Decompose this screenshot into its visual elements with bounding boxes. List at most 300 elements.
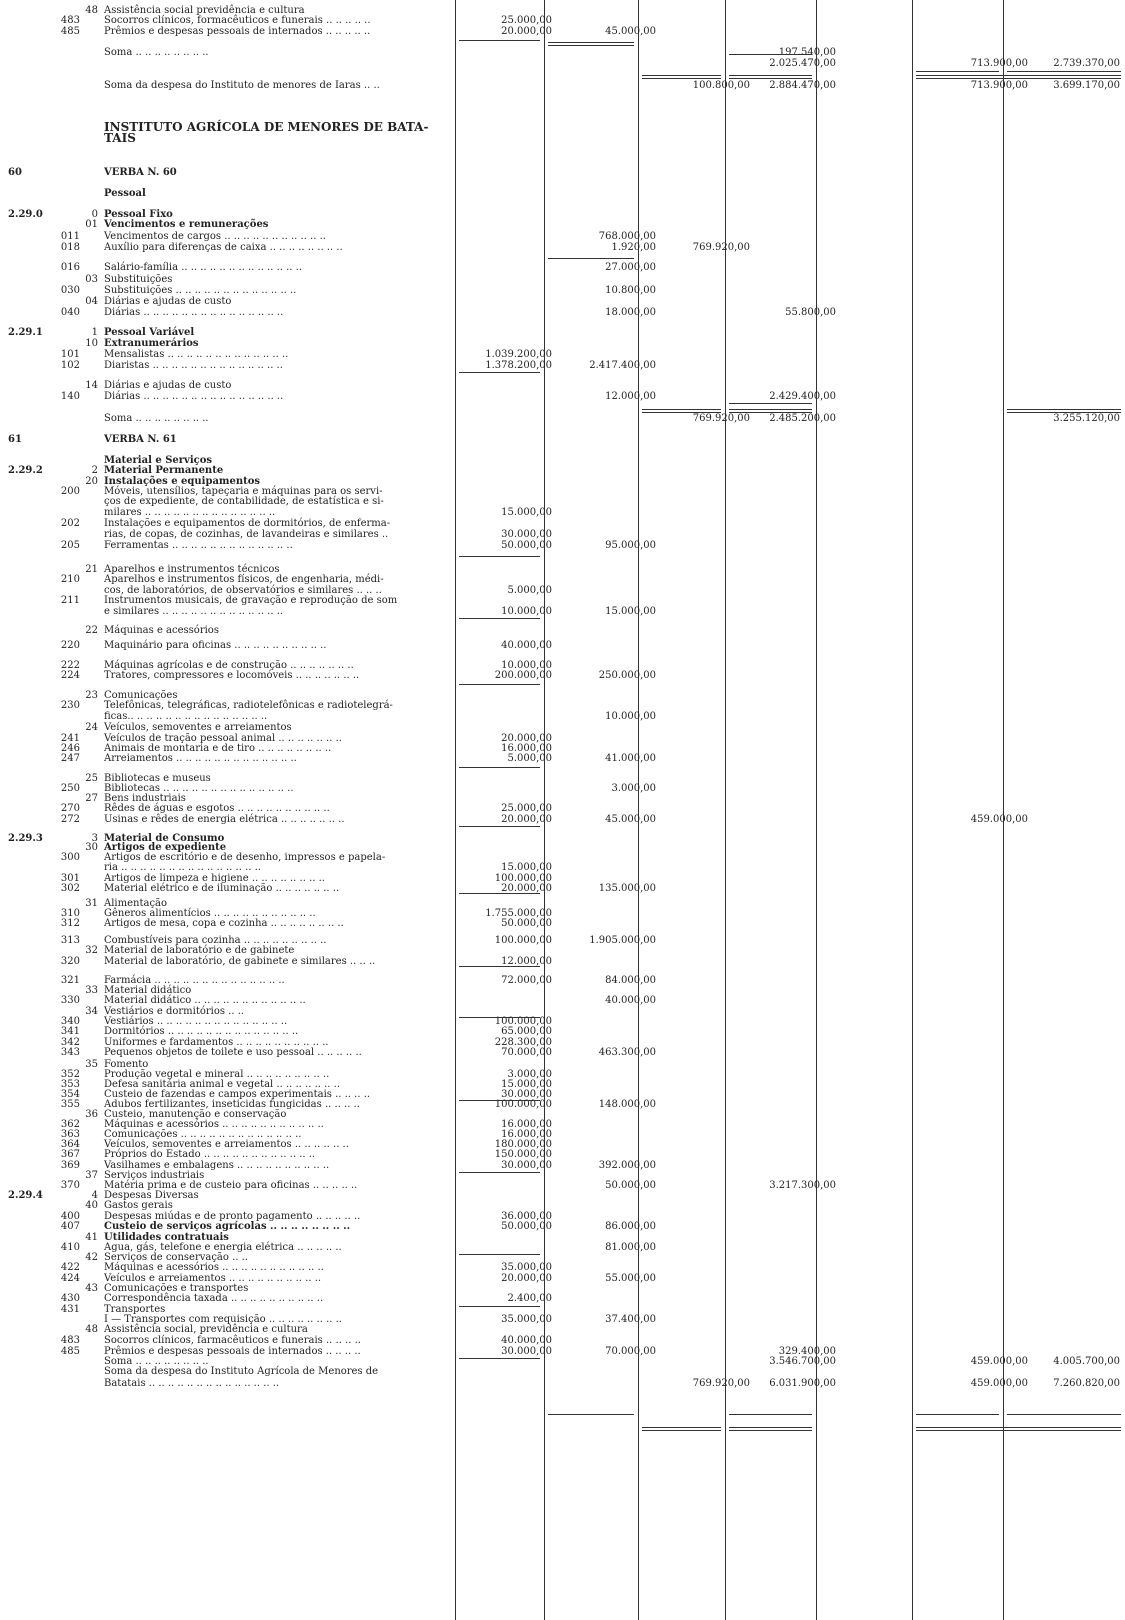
- item-description: Material de laboratório, de gabinete e similares .. .. ..: [104, 956, 376, 967]
- amount-col-2: 41.000,00: [605, 753, 656, 764]
- amount-col-1: 228.300,00: [494, 1037, 552, 1048]
- amount-col-1: 3.000,00: [507, 1069, 552, 1080]
- amount-col-4: 2.025.470,00: [769, 58, 836, 69]
- amount-col-1: 10.000,00: [501, 606, 552, 617]
- item-description: Gêneros alimentícios .. .. .. .. .. .. .. .. .. .. ..: [104, 908, 316, 919]
- sum-rule: [459, 1100, 540, 1101]
- amount-col-1: 1.039.200,00: [485, 349, 552, 360]
- table-row: [0, 80, 1125, 91]
- item-description: Matéria prima e de custeio para oficinas .. .. .. .. ..: [104, 1180, 358, 1191]
- amount-col-1: 10.000,00: [501, 660, 552, 671]
- table-row: [0, 803, 1125, 814]
- amount-col-1: 72.000,00: [501, 975, 552, 986]
- item-description: Pessoal Variável: [104, 327, 195, 338]
- amount-col-1: 100.000,00: [494, 1016, 552, 1027]
- amount-col-1: 20.000,00: [501, 1273, 552, 1284]
- table-row: [0, 518, 1125, 529]
- item-description: Arreiamentos .. .. .. .. .. .. .. .. .. .. .. .. ..: [104, 753, 297, 764]
- table-row: [0, 540, 1125, 551]
- sum-rule: [729, 54, 812, 55]
- item-description: Vasilhames e embalagens .. .. .. .. .. .. .. .. .. ..: [104, 1160, 330, 1171]
- table-row: [0, 219, 1125, 230]
- table-row: [0, 327, 1125, 338]
- table-row: [0, 349, 1125, 360]
- item-description: Pessoal Fixo: [104, 209, 173, 220]
- item-description: Extranumerários: [104, 338, 199, 349]
- amount-col-1: 2.400,00: [507, 1293, 552, 1304]
- item-description: Batatais .. .. .. .. .. .. .. .. .. .. .. .. .. ..: [104, 1378, 280, 1389]
- subgroup-number: 04: [85, 296, 98, 307]
- table-row: [0, 670, 1125, 681]
- item-code: 407: [60, 1221, 80, 1232]
- amount-col-2: 250.000,00: [598, 670, 656, 681]
- item-description: Prêmios e despesas pessoais de internados .. .. .. .. ..: [104, 26, 371, 37]
- row-prefix: 2.29.4: [8, 1190, 43, 1201]
- subgroup-number: 14: [85, 380, 98, 391]
- item-code: 016: [60, 262, 80, 273]
- subgroup-number: 32: [85, 945, 98, 956]
- sum-rule: [459, 556, 540, 557]
- amount-col-1: 12.000,00: [501, 956, 552, 967]
- table-row: [0, 188, 1125, 199]
- amount-col-1: 30.000,00: [501, 1346, 552, 1357]
- amount-col-1: 20.000,00: [501, 733, 552, 744]
- item-description: Mensalistas .. .. .. .. .. .. .. .. .. .. .. .. ..: [104, 349, 289, 360]
- table-row: [0, 58, 1125, 69]
- table-row: [0, 391, 1125, 402]
- item-code: 340: [60, 1016, 80, 1027]
- item-code: 241: [60, 733, 80, 744]
- sum-rule: [916, 75, 1121, 79]
- amount-col-6: 3.699.170,00: [1053, 80, 1120, 91]
- table-row: [0, 595, 1125, 606]
- item-description: Vestiários e dormitórios .. ..: [104, 1006, 245, 1017]
- sum-rule: [459, 372, 540, 373]
- table-row: [0, 640, 1125, 651]
- amount-col-2: 1.920,00: [611, 242, 656, 253]
- amount-col-6: 3.255.120,00: [1053, 413, 1120, 424]
- item-description: Assistência social, previdência e cultura: [104, 1324, 308, 1335]
- item-code: 030: [60, 285, 80, 296]
- amount-col-2: 392.000,00: [598, 1160, 656, 1171]
- amount-col-1: 16.000,00: [501, 1129, 552, 1140]
- amount-col-1: 100.000,00: [494, 1099, 552, 1110]
- item-code: 352: [60, 1069, 80, 1080]
- sum-rule: [642, 409, 721, 413]
- amount-col-2: 45.000,00: [605, 814, 656, 825]
- subgroup-number: 34: [85, 1006, 98, 1017]
- amount-col-1: 40.000,00: [501, 1335, 552, 1346]
- row-prefix: 2.29.1: [8, 327, 43, 338]
- item-code: 364: [60, 1139, 80, 1150]
- item-description: Soma da despesa do Instituto Agrícola de Menores de: [104, 1366, 379, 1377]
- table-row: [0, 814, 1125, 825]
- item-code: 270: [60, 803, 80, 814]
- item-description: Correspondência taxada .. .. .. .. .. .. .. .. .. ..: [104, 1293, 324, 1304]
- item-code: 210: [60, 574, 80, 585]
- item-description: Produção vegetal e mineral .. .. .. .. .. .. .. .. ..: [104, 1069, 330, 1080]
- item-code: 362: [60, 1119, 80, 1130]
- item-description: Artigos de mesa, copa e cozinha .. .. .. .. .. .. .. ..: [104, 918, 344, 929]
- item-code: 400: [60, 1211, 80, 1222]
- amount-col-6: 2.739.370,00: [1053, 58, 1120, 69]
- table-row: [0, 274, 1125, 285]
- item-code: 102: [60, 360, 80, 371]
- table-row: [0, 574, 1125, 585]
- row-prefix: 60: [8, 167, 22, 178]
- item-description: Prêmios e despesas pessoais de internados .. .. .. ..: [104, 1346, 361, 1357]
- amount-col-4: 6.031.900,00: [769, 1378, 836, 1389]
- sum-rule: [1007, 1414, 1121, 1415]
- item-description: VERBA N. 60: [104, 167, 177, 178]
- subgroup-number: 30: [85, 842, 98, 853]
- table-row: [0, 753, 1125, 764]
- item-description: Usinas e rêdes de energia elétrica .. .. .. .. .. .. ..: [104, 814, 345, 825]
- subgroup-number: 2: [91, 465, 98, 476]
- sum-rule: [729, 1414, 812, 1415]
- amount-col-2: 45.000,00: [605, 26, 656, 37]
- table-row: [0, 360, 1125, 371]
- table-row: [0, 1335, 1125, 1346]
- item-code: 321: [60, 975, 80, 986]
- item-description: Material e Serviços: [104, 455, 213, 466]
- amount-col-1: 100.000,00: [494, 935, 552, 946]
- sum-rule: [459, 40, 540, 41]
- table-row: [0, 338, 1125, 349]
- item-description: Dormitórios .. .. .. .. .. .. .. .. .. .. .. .. .. ..: [104, 1026, 299, 1037]
- amount-col-4: 3.546.700,00: [769, 1356, 836, 1367]
- amount-col-5: 713.900,00: [970, 80, 1028, 91]
- item-code: 367: [60, 1149, 80, 1160]
- item-code: 205: [60, 540, 80, 551]
- table-row: [0, 606, 1125, 617]
- amount-col-5: 459.000,00: [970, 1378, 1028, 1389]
- item-code: 202: [60, 518, 80, 529]
- item-description: Salário-família .. .. .. .. .. .. .. .. .. .. .. .. ..: [104, 262, 303, 273]
- amount-col-1: 65.000,00: [501, 1026, 552, 1037]
- sum-rule: [459, 966, 540, 967]
- item-description: Pessoal: [104, 188, 146, 199]
- item-description: Veículos de tração pessoal animal .. .. .. .. .. .. ..: [104, 733, 342, 744]
- item-description: Substituições: [104, 274, 173, 285]
- amount-col-2: 40.000,00: [605, 995, 656, 1006]
- amount-col-1: 5.000,00: [507, 585, 552, 596]
- amount-col-1: 20.000,00: [501, 883, 552, 894]
- amount-col-2: 84.000,00: [605, 975, 656, 986]
- sum-rule: [459, 684, 540, 685]
- item-code: 211: [60, 595, 80, 606]
- item-description: Gastos gerais: [104, 1200, 173, 1211]
- amount-col-5: 713.900,00: [970, 58, 1028, 69]
- item-code: 300: [60, 852, 80, 863]
- table-row: [0, 918, 1125, 929]
- table-row: [0, 434, 1125, 445]
- table-row: [0, 1324, 1125, 1335]
- sum-rule: [459, 1017, 540, 1018]
- amount-col-2: 15.000,00: [605, 606, 656, 617]
- table-row: [0, 883, 1125, 894]
- item-code: 312: [60, 918, 80, 929]
- amount-col-2: 10.800,00: [605, 285, 656, 296]
- item-code: 011: [60, 231, 80, 242]
- subgroup-number: 40: [85, 1200, 98, 1211]
- item-description: Bibliotecas e museus: [104, 773, 211, 784]
- sum-rule: [459, 1172, 540, 1173]
- sum-rule: [1007, 409, 1121, 413]
- item-description: Auxílio para diferenças de caixa .. .. .. .. .. .. .. ..: [104, 242, 343, 253]
- amount-col-1: 25.000,00: [501, 15, 552, 26]
- table-row: [0, 380, 1125, 391]
- item-code: 343: [60, 1047, 80, 1058]
- item-code: 483: [60, 15, 80, 26]
- item-description: Material de Consumo: [104, 833, 225, 844]
- amount-col-2: 55.000,00: [605, 1273, 656, 1284]
- table-row: [0, 1366, 1125, 1377]
- amount-col-2: 2.417.400,00: [589, 360, 656, 371]
- item-description: Maquinário para oficinas .. .. .. .. .. .. .. .. .. ..: [104, 640, 327, 651]
- item-code: 424: [60, 1273, 80, 1284]
- amount-col-1: 200.000,00: [494, 670, 552, 681]
- amount-col-6: 7.260.820,00: [1053, 1378, 1120, 1389]
- item-code: 431: [60, 1304, 80, 1315]
- table-row: [0, 1200, 1125, 1211]
- sum-rule: [548, 42, 634, 46]
- item-description: Soma da despesa do Instituto de menores de Iaras .. ..: [104, 80, 380, 91]
- item-code: 320: [60, 956, 80, 967]
- table-row: [0, 1149, 1125, 1160]
- item-description: Material didático: [104, 985, 192, 996]
- sum-rule: [916, 1427, 1121, 1431]
- amount-col-1: 36.000,00: [501, 1211, 552, 1222]
- item-description: Serviços de conservação .. ..: [104, 1252, 248, 1263]
- item-description: Alimentação: [104, 898, 168, 909]
- table-row: [0, 413, 1125, 424]
- item-code: 363: [60, 1129, 80, 1140]
- table-row: [0, 1047, 1125, 1058]
- amount-col-3: 100.800,00: [692, 80, 750, 91]
- item-code: 483: [60, 1335, 80, 1346]
- table-row: [0, 231, 1125, 242]
- item-description: TAIS: [104, 131, 136, 145]
- amount-col-5: 459.000,00: [970, 1356, 1028, 1367]
- amount-col-2: 18.000,00: [605, 307, 656, 318]
- item-code: 422: [60, 1262, 80, 1273]
- amount-col-2: 70.000,00: [605, 1346, 656, 1357]
- item-description: Animais de montaria e de tiro .. .. .. .. .. .. .. ..: [104, 743, 332, 754]
- amount-col-4: 2.485.200,00: [769, 413, 836, 424]
- item-description: Transportes: [104, 1304, 166, 1315]
- item-description: Soma .. .. .. .. .. .. .. ..: [104, 47, 209, 58]
- subgroup-number: 36: [85, 1109, 98, 1120]
- subgroup-number: 24: [85, 722, 98, 733]
- item-description: Instalações e equipamentos de dormitórios, de enferma-: [104, 518, 391, 529]
- subgroup-number: 3: [91, 833, 98, 844]
- item-description: Farmácia .. .. .. .. .. .. .. .. .. .. .. .. .. ..: [104, 975, 285, 986]
- item-description: Diárias e ajudas de custo: [104, 380, 232, 391]
- subgroup-number: 23: [85, 690, 98, 701]
- item-code: 353: [60, 1079, 80, 1090]
- amount-col-3: 769.920,00: [692, 1378, 750, 1389]
- subgroup-number: 35: [85, 1059, 98, 1070]
- amount-col-1: 16.000,00: [501, 743, 552, 754]
- amount-col-4: 197.540,00: [778, 47, 836, 58]
- item-code: 101: [60, 349, 80, 360]
- amount-col-3: 769.920,00: [692, 242, 750, 253]
- item-code: 224: [60, 670, 80, 681]
- table-row: [0, 529, 1125, 540]
- item-code: 310: [60, 908, 80, 919]
- amount-col-1: 1.755.000,00: [485, 908, 552, 919]
- item-description: Artigos de limpeza e higiene .. .. .. .. .. .. .. ..: [104, 873, 325, 884]
- item-description: Material elétrico e de iluminação .. .. .. .. .. .. ..: [104, 883, 340, 894]
- item-description: Vencimentos de cargos .. .. .. .. .. .. .. .. .. .. ..: [104, 231, 326, 242]
- item-description: Vestiários .. .. .. .. .. .. .. .. .. .. .. .. .. ..: [104, 1016, 288, 1027]
- item-description: Assistência social previdência e cultura: [104, 5, 305, 16]
- amount-col-2: 768.000,00: [598, 231, 656, 242]
- item-description: Combustíveis para cozinha .. .. .. .. .. .. .. .. ..: [104, 935, 327, 946]
- amount-col-1: 50.000,00: [501, 918, 552, 929]
- item-description: Custeio de serviços agrícolas .. .. .. .. .. .. .. ..: [104, 1221, 351, 1232]
- item-code: 222: [60, 660, 80, 671]
- item-code: 247: [60, 753, 80, 764]
- subgroup-number: 1: [91, 327, 98, 338]
- item-description: Máquinas agrícolas e de construção .. .. .. .. .. .. ..: [104, 660, 354, 671]
- amount-col-2: 37.400,00: [605, 1314, 656, 1325]
- sum-rule: [729, 403, 812, 404]
- item-description: Custeio, manutenção e conservação: [104, 1109, 287, 1120]
- table-row: [0, 722, 1125, 733]
- item-description: Próprios do Estado .. .. .. .. .. .. .. .. .. .. .. ..: [104, 1149, 316, 1160]
- item-code: 250: [60, 783, 80, 794]
- amount-col-4: 2.429.400,00: [769, 391, 836, 402]
- item-code: 430: [60, 1293, 80, 1304]
- item-description: Soma .. .. .. .. .. .. .. ..: [104, 413, 209, 424]
- sum-rule: [916, 1414, 999, 1415]
- item-description: Máquinas e acessórios .. .. .. .. .. .. .. .. .. .. ..: [104, 1262, 324, 1273]
- sum-rule: [548, 1414, 634, 1415]
- table-row: [0, 307, 1125, 318]
- subgroup-number: 21: [85, 564, 98, 575]
- item-description: Diárias e ajudas de custo: [104, 296, 232, 307]
- item-description: Defesa sanitária animal e vegetal .. .. .. .. .. .. ..: [104, 1079, 340, 1090]
- table-row: [0, 296, 1125, 307]
- amount-col-2: 463.300,00: [598, 1047, 656, 1058]
- table-row: [0, 507, 1125, 518]
- item-description: cos, de laboratórios, de observatórios e similares .. .. ..: [104, 585, 382, 596]
- item-description: Telefônicas, telegráficas, radiotelefônicas e radiotelegrá-: [104, 700, 393, 711]
- item-code: 200: [60, 486, 80, 497]
- table-row: [0, 700, 1125, 711]
- item-code: 355: [60, 1099, 80, 1110]
- amount-col-2: 27.000,00: [605, 262, 656, 273]
- item-description: ria .. .. .. .. .. .. .. .. .. .. .. .. .. .. ..: [104, 862, 261, 873]
- amount-col-1: 35.000,00: [501, 1262, 552, 1273]
- amount-col-2: 148.000,00: [598, 1099, 656, 1110]
- amount-col-1: 30.000,00: [501, 1160, 552, 1171]
- item-description: Veículos e arreiamentos .. .. .. .. .. .. .. .. .. ..: [104, 1273, 322, 1284]
- amount-col-1: 50.000,00: [501, 1221, 552, 1232]
- amount-col-2: 10.000,00: [605, 711, 656, 722]
- subgroup-number: 37: [85, 1170, 98, 1181]
- item-description: Socorros clínicos, farmacêuticos e funerais .. .. .. ..: [104, 1335, 361, 1346]
- sum-rule: [916, 71, 999, 72]
- item-code: 369: [60, 1160, 80, 1171]
- subgroup-number: 03: [85, 274, 98, 285]
- item-description: Adubos fertilizantes, inseticidas fungicidas .. .. .. ..: [104, 1099, 360, 1110]
- amount-col-1: 20.000,00: [501, 814, 552, 825]
- item-description: Socorros clínicos, formacêuticos e funerais .. .. .. .. ..: [104, 15, 371, 26]
- amount-col-1: 100.000,00: [494, 873, 552, 884]
- item-description: Utilidades contratuais: [104, 1232, 229, 1243]
- amount-col-1: 20.000,00: [501, 26, 552, 37]
- table-row: [0, 1293, 1125, 1304]
- item-description: Aparelhos e instrumentos técnicos: [104, 564, 280, 575]
- item-code: 230: [60, 700, 80, 711]
- subgroup-number: 22: [85, 625, 98, 636]
- item-description: Material de laboratório e de gabinete: [104, 945, 295, 956]
- item-description: Diárias .. .. .. .. .. .. .. .. .. .. .. .. .. .. ..: [104, 307, 284, 318]
- amount-col-2: 81.000,00: [605, 1242, 656, 1253]
- table-row: [0, 15, 1125, 26]
- item-code: 410: [60, 1242, 80, 1253]
- amount-col-2: 12.000,00: [605, 391, 656, 402]
- amount-col-1: 15.000,00: [501, 507, 552, 518]
- item-description: Rêdes de águas e esgotos .. .. .. .. .. .. .. .. .. ..: [104, 803, 330, 814]
- amount-col-5: 459.000,00: [970, 814, 1028, 825]
- item-description: Artigos de expediente: [104, 842, 227, 853]
- amount-col-1: 5.000,00: [507, 753, 552, 764]
- sum-rule: [459, 1306, 540, 1307]
- table-row: [0, 1262, 1125, 1273]
- sum-rule: [459, 893, 540, 894]
- amount-col-1: 150.000,00: [494, 1149, 552, 1160]
- item-code: 220: [60, 640, 80, 651]
- table-row: [0, 625, 1125, 636]
- table-row: [0, 1221, 1125, 1232]
- item-description: ficas.. .. .. .. .. .. .. .. .. .. .. .. .. .. ..: [104, 711, 268, 722]
- item-description: I — Transportes com requisição .. .. .. .. .. .. .. ..: [104, 1314, 342, 1325]
- amount-col-4: 3.217.300,00: [769, 1180, 836, 1191]
- item-code: 342: [60, 1037, 80, 1048]
- subgroup-number: 41: [85, 1232, 98, 1243]
- table-row: [0, 133, 1125, 144]
- item-code: 341: [60, 1026, 80, 1037]
- subgroup-number: 27: [85, 793, 98, 804]
- item-description: Bens industriais: [104, 793, 186, 804]
- subgroup-number: 4: [91, 1190, 98, 1201]
- item-description: Agua, gás, telefone e energia elétrica .. .. .. .. ..: [104, 1242, 342, 1253]
- table-row: [0, 47, 1125, 58]
- item-description: INSTITUTO AGRÍCOLA DE MENORES DE BATA-: [104, 120, 429, 134]
- table-row: [0, 1378, 1125, 1389]
- item-description: Veículos, semoventes e arreiamentos .. .. .. .. .. ..: [104, 1139, 349, 1150]
- sum-rule: [459, 767, 540, 768]
- item-description: Artigos de escritório e de desenho, impressos e papela-: [104, 852, 386, 863]
- amount-col-6: 4.005.700,00: [1053, 1356, 1120, 1367]
- item-description: Ferramentas .. .. .. .. .. .. .. .. .. .. .. .. ..: [104, 540, 293, 551]
- amount-col-3: 769.920,00: [692, 413, 750, 424]
- subgroup-number: 25: [85, 773, 98, 784]
- item-description: Material didático .. .. .. .. .. .. .. .. .. .. .. ..: [104, 995, 306, 1006]
- item-description: Instalações e equipamentos: [104, 476, 261, 487]
- item-description: Despesas Diversas: [104, 1190, 199, 1201]
- sum-rule: [729, 409, 812, 413]
- amount-col-2: 135.000,00: [598, 883, 656, 894]
- item-code: 301: [60, 873, 80, 884]
- amount-col-2: 50.000,00: [605, 1180, 656, 1191]
- item-description: Bibliotecas .. .. .. .. .. .. .. .. .. .. .. .. .. ..: [104, 783, 294, 794]
- item-description: Comunicações .. .. .. .. .. .. .. .. .. .. .. .. ..: [104, 1129, 302, 1140]
